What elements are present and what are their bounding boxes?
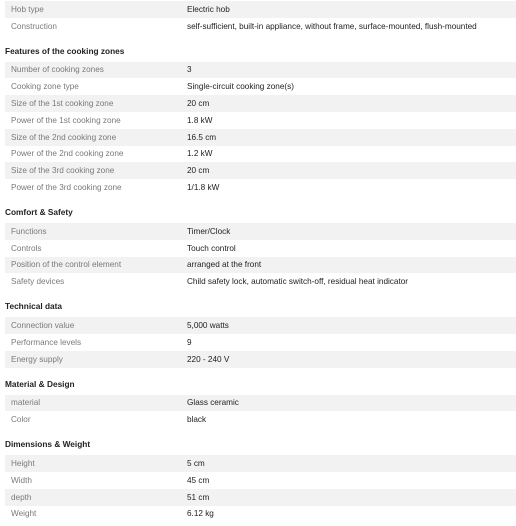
spec-value: self-sufficient, built-in appliance, without frame, surface-mounted, flush-mounted (187, 21, 477, 31)
spec-label: Safety devices (11, 277, 65, 287)
spec-label: Size of the 1st cooking zone (5, 95, 187, 112)
spec-value: 5 cm (187, 455, 516, 472)
spec-row (5, 95, 516, 112)
spec-table-material-design (5, 395, 516, 429)
spec-label: Number of cooking zones (5, 62, 187, 79)
spec-row (5, 18, 516, 35)
spec-label: Functions (5, 223, 187, 240)
spec-label: Performance levels (11, 337, 82, 347)
spec-value: 5,000 watts (187, 317, 516, 334)
spec-value: 45 cm (187, 475, 210, 485)
spec-label: Controls (11, 243, 42, 253)
spec-value: 6.12 kg (187, 509, 214, 519)
spec-row (5, 257, 516, 274)
spec-value: 51 cm (187, 489, 516, 506)
spec-value: Glass ceramic (187, 395, 516, 412)
section-heading-cooking-zones: Features of the cooking zones (5, 45, 125, 56)
section-heading-technical-data: Technical data (5, 301, 63, 312)
spec-label: Construction (11, 21, 57, 31)
spec-value: Timer/Clock (187, 223, 516, 240)
spec-value: 1/1.8 kW (187, 183, 220, 193)
spec-table-cooking-zones (5, 62, 516, 196)
section-heading-material-design: Material & Design (5, 378, 75, 389)
spec-value: Child safety lock, automatic switch-off, residual heat indicator (187, 277, 409, 287)
spec-row (5, 129, 516, 146)
spec-value: Touch control (187, 243, 236, 253)
spec-table-comfort-safety (5, 223, 516, 290)
spec-label: Energy supply (5, 351, 187, 368)
spec-label: Hob type (5, 1, 187, 18)
spec-row (5, 395, 516, 412)
spec-value: Electric hob (187, 1, 516, 18)
spec-label: Size of the 3rd cooking zone (5, 162, 187, 179)
spec-table-technical-data (5, 317, 516, 367)
spec-row (5, 317, 516, 334)
spec-row (5, 411, 516, 428)
spec-value: black (187, 415, 207, 425)
section-heading-dimensions-weight: Dimensions & Weight (5, 439, 91, 450)
spec-value: Single-circuit cooking zone(s) (187, 82, 294, 92)
spec-label: Width (11, 475, 32, 485)
spec-row (5, 179, 516, 196)
section-heading-comfort-safety: Comfort & Safety (5, 206, 73, 217)
spec-row (5, 472, 516, 489)
spec-label: Size of the 2nd cooking zone (5, 129, 187, 146)
spec-row (5, 162, 516, 179)
spec-value: 3 (187, 62, 516, 79)
spec-label: Height (5, 455, 187, 472)
spec-row (5, 146, 516, 163)
spec-value: 20 cm (187, 162, 516, 179)
spec-label: Power of the 1st cooking zone (11, 115, 121, 125)
spec-label: Cooking zone type (11, 82, 79, 92)
spec-label: Connection value (5, 317, 187, 334)
spec-table-dimensions-weight (5, 455, 516, 522)
spec-table-general (5, 1, 516, 35)
spec-label: Power of the 3rd cooking zone (11, 183, 122, 193)
spec-label: Weight (11, 509, 37, 519)
spec-label: depth (5, 489, 187, 506)
spec-label: Position of the control element (5, 257, 187, 274)
spec-label: material (5, 395, 187, 412)
spec-row (5, 240, 516, 257)
spec-row (5, 489, 516, 506)
spec-row (5, 334, 516, 351)
spec-value: 220 - 240 V (187, 351, 516, 368)
spec-row (5, 506, 516, 523)
specifications-page (0, 1, 516, 526)
spec-value: arranged at the front (187, 257, 516, 274)
spec-row (5, 223, 516, 240)
spec-row (5, 112, 516, 129)
spec-value: 1.8 kW (187, 115, 213, 125)
spec-value: 1.2 kW (187, 149, 213, 159)
spec-value: 16.5 cm (187, 129, 516, 146)
spec-row (5, 62, 516, 79)
spec-row (5, 78, 516, 95)
spec-label: Power of the 2nd cooking zone (11, 149, 124, 159)
spec-value: 9 (187, 337, 192, 347)
spec-row (5, 1, 516, 18)
spec-value: 20 cm (187, 95, 516, 112)
spec-row (5, 351, 516, 368)
spec-label: Color (11, 415, 31, 425)
spec-row (5, 455, 516, 472)
spec-row (5, 273, 516, 290)
